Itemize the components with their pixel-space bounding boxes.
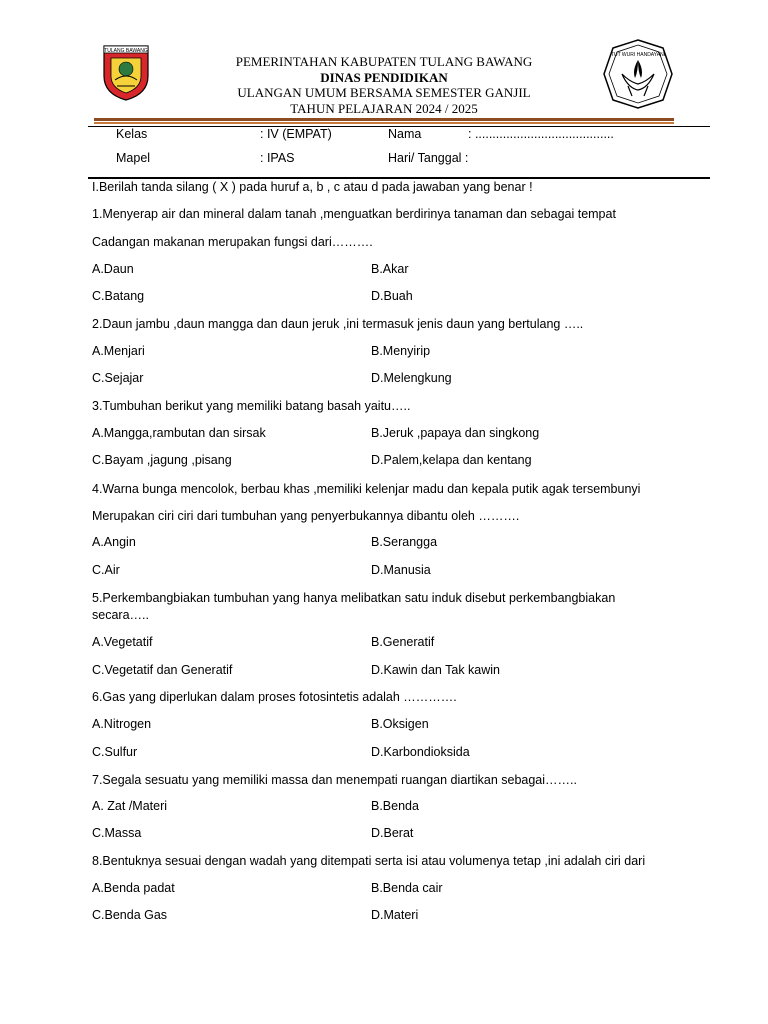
instruction: I.Berilah tanda silang ( X ) pada huruf a, b , c atau d pada jawaban yang benar ! xyxy=(92,180,533,194)
question-3-option-c[interactable]: C.Bayam ,jagung ,pisang xyxy=(92,453,232,467)
question-4-option-c[interactable]: C.Air xyxy=(92,563,120,577)
question-4-option-d[interactable]: D.Manusia xyxy=(371,563,431,577)
logo-right-label: TUT WURI HANDAYANI xyxy=(610,52,666,58)
question-2-option-d[interactable]: D.Melengkung xyxy=(371,371,452,385)
question-1-option-d[interactable]: D.Buah xyxy=(371,289,413,303)
logo-left-label: TULANG BAWANG xyxy=(104,48,148,54)
header-rule-accent xyxy=(94,122,674,124)
question-3-option-a[interactable]: A.Mangga,rambutan dan sirsak xyxy=(92,426,266,440)
tulang-bawang-emblem xyxy=(101,42,151,102)
question-2-option-c[interactable]: C.Sejajar xyxy=(92,371,144,385)
question-6-option-b[interactable]: B.Oksigen xyxy=(371,717,429,731)
question-8-option-d[interactable]: D.Materi xyxy=(371,908,419,922)
kelas-value: : IV (EMPAT) xyxy=(260,127,332,141)
question-8-option-c[interactable]: C.Benda Gas xyxy=(92,908,168,922)
question-1-option-a[interactable]: A.Daun xyxy=(92,262,134,276)
question-1-option-c[interactable]: C.Batang xyxy=(92,289,145,303)
question-1-option-b[interactable]: B.Akar xyxy=(371,262,409,276)
question-5-option-d[interactable]: D.Kawin dan Tak kawin xyxy=(371,663,501,677)
tut-wuri-handayani-emblem xyxy=(602,38,674,110)
question-7-option-d[interactable]: D.Berat xyxy=(371,826,414,840)
question-8-text: 8.Bentuknya sesuai dengan wadah yang ditempati serta isi atau volumenya tetap ,ini adalah ciri dari xyxy=(92,854,646,868)
question-7-text: 7.Segala sesuatu yang memiliki massa dan menempati ruangan diartikan sebagai…….. xyxy=(92,773,577,787)
question-6-option-c[interactable]: C.Sulfur xyxy=(92,745,138,759)
question-6-option-d[interactable]: D.Karbondioksida xyxy=(371,745,470,759)
question-1-text: 1.Menyerap air dan mineral dalam tanah ,menguatkan berdirinya tanaman dan sebagai tempat xyxy=(92,207,616,221)
nama-label: Nama xyxy=(388,127,422,141)
question-4-option-a[interactable]: A.Angin xyxy=(92,535,136,549)
question-2-option-b[interactable]: B.Menyirip xyxy=(371,344,431,358)
letterhead xyxy=(180,54,588,116)
mapel-label: Mapel xyxy=(116,151,151,165)
question-4-option-b[interactable]: B.Serangga xyxy=(371,535,438,549)
header-line1: PEMERINTAHAN KABUPATEN TULANG BAWANG xyxy=(235,54,533,69)
kelas-label: Kelas xyxy=(116,127,148,141)
question-1-text-cont: Cadangan makanan merupakan fungsi dari………. xyxy=(92,235,373,249)
question-7-option-b[interactable]: B.Benda xyxy=(371,799,419,813)
question-5-option-c[interactable]: C.Vegetatif dan Generatif xyxy=(92,663,233,677)
nama-field[interactable]: : ........................................ xyxy=(468,127,614,141)
mapel-value: : IPAS xyxy=(260,151,295,165)
header-line4: TAHUN PELAJARAN 2024 / 2025 xyxy=(290,100,478,116)
question-5-option-a[interactable]: A.Vegetatif xyxy=(92,635,153,649)
question-3-option-b[interactable]: B.Jeruk ,papaya dan singkong xyxy=(371,426,540,440)
header-line2: DINAS PENDIDIKAN xyxy=(320,69,448,85)
question-3-text: 3.Tumbuhan berikut yang memiliki batang basah yaitu….. xyxy=(92,399,411,413)
question-6-text: 6.Gas yang diperlukan dalam proses fotosintetis adalah …………. xyxy=(92,690,457,704)
question-7-option-c[interactable]: C.Massa xyxy=(92,826,142,840)
question-8-option-a[interactable]: A.Benda padat xyxy=(92,881,175,895)
question-8-option-b[interactable]: B.Benda cair xyxy=(371,881,443,895)
header-rule xyxy=(94,118,674,121)
question-4-text-cont: Merupakan ciri ciri dari tumbuhan yang penyerbukannya dibantu oleh ………. xyxy=(92,509,520,523)
question-5-text: 5.Perkembangbiakan tumbuhan yang hanya melibatkan satu induk disebut perkembangbiakan secara….. xyxy=(92,591,616,622)
question-6-option-a[interactable]: A.Nitrogen xyxy=(92,717,152,731)
question-7-option-a[interactable]: A. Zat /Materi xyxy=(92,799,168,813)
question-4-text: 4.Warna bunga mencolok, berbau khas ,memiliki kelenjar madu dan kepala putik agak tersembunyi xyxy=(92,482,641,496)
header-line3: ULANGAN UMUM BERSAMA SEMESTER GANJIL xyxy=(237,85,531,100)
question-2-text: 2.Daun jambu ,daun mangga dan daun jeruk ,ini termasuk jenis daun yang bertulang ….. xyxy=(92,317,584,331)
question-5-option-b[interactable]: B.Generatif xyxy=(371,635,435,649)
hari-tanggal-field[interactable]: Hari/ Tanggal : xyxy=(388,151,469,165)
question-3-option-d[interactable]: D.Palem,kelapa dan kentang xyxy=(371,453,532,467)
question-2-option-a[interactable]: A.Menjari xyxy=(92,344,145,358)
